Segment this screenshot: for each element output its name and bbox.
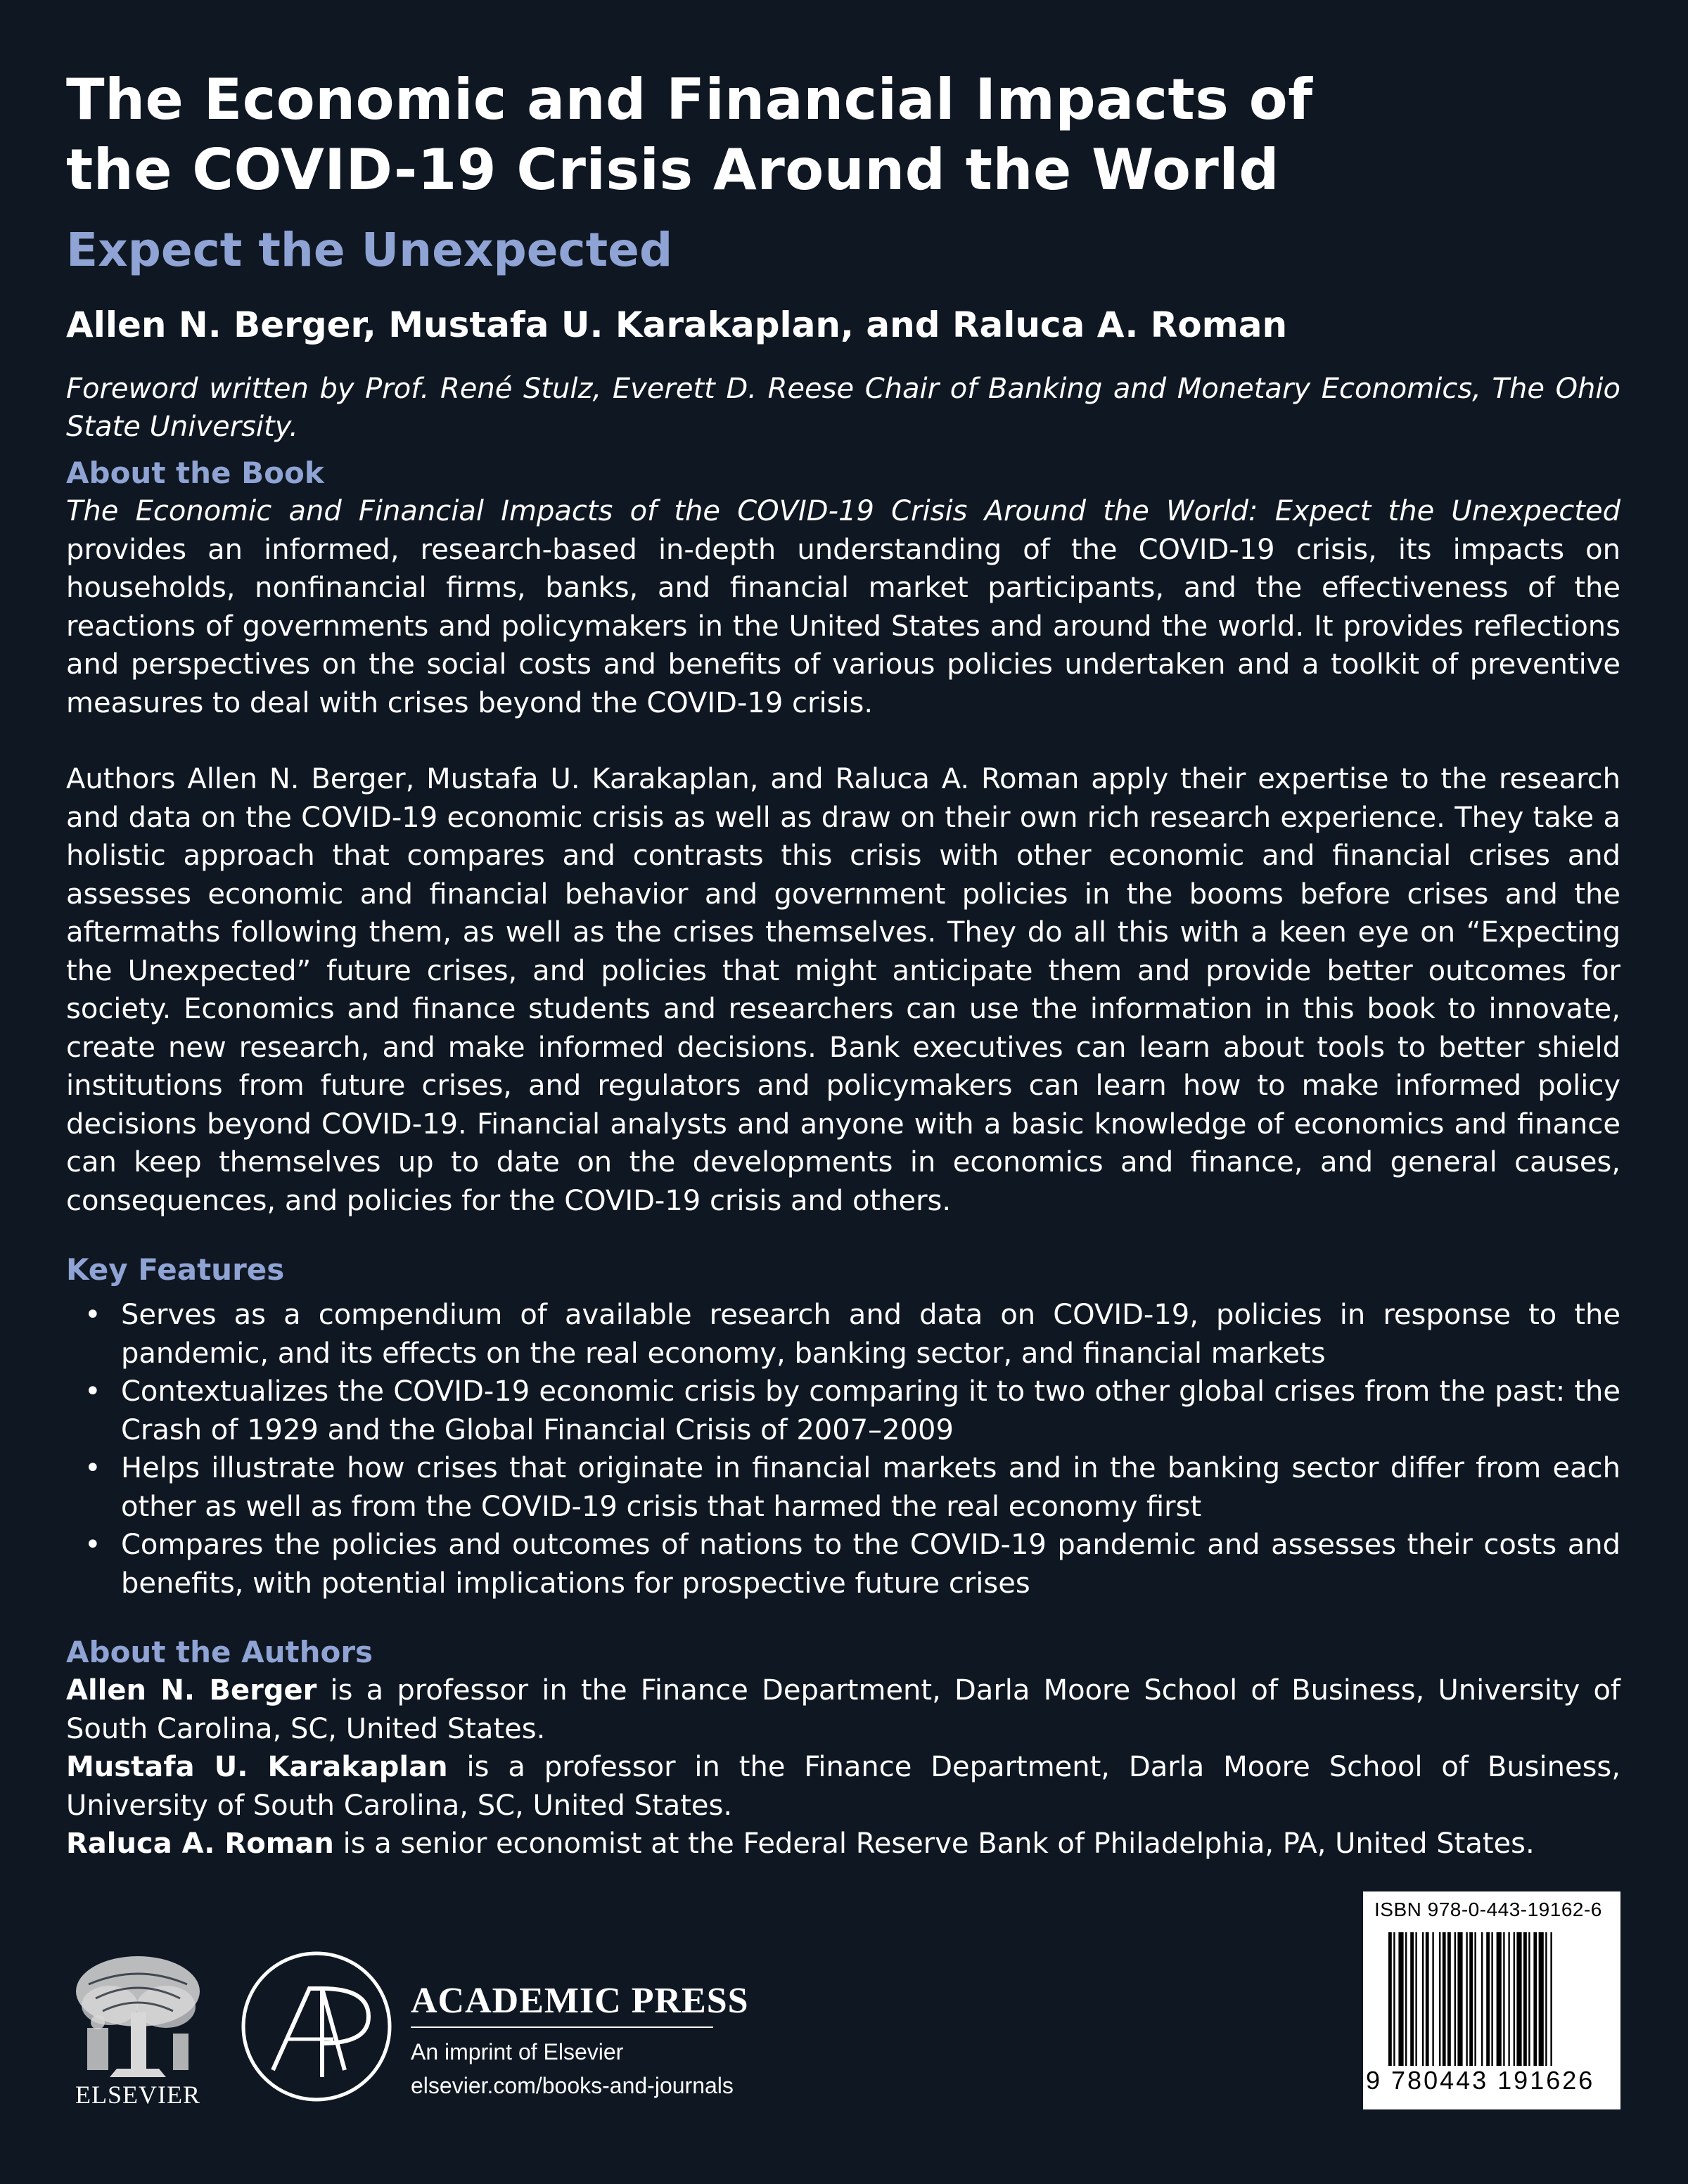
barcode-bar [1393,1932,1395,2070]
foreword-note: Foreword written by Prof. René Stulz, Everett D. Reese Chair of Banking and Monetary Economics, The Ohio State University. [66,373,1620,443]
author-name: Mustafa U. Karakaplan [66,1751,448,1783]
about-authors-heading: About the Authors [66,1635,373,1669]
publisher-divider [411,2026,713,2028]
bullet-icon: • [84,1299,101,1331]
barcode-bar [1508,1932,1509,2070]
publisher-name: ACADEMIC PRESS [411,1981,749,2021]
elsevier-wordmark: ELSEVIER [75,2081,200,2109]
feature-text: Contextualizes the COVID-19 economic crisis by comparing it to two other global crises from the past: the Crash of 1929 and the Global Financial Crisis of 2007–2009 [121,1375,1620,1446]
publisher-url: elsevier.com/books-and-journals [411,2073,734,2098]
list-item [66,1526,1620,1602]
barcode-bar [1481,1932,1483,2070]
book-title-italic: The Economic and Financial Impacts of the COVID-19 Crisis Around the World: Expect the Unexpected [66,495,1620,527]
barcode-bar [1550,1932,1552,2070]
back-cover-content [66,65,1620,1863]
barcode-bar [1439,1932,1440,2070]
publisher-imprint: An imprint of Elsevier [411,2039,624,2064]
author-bio-text: is a professor in the Finance Department, Darla Moore School of Business, University of South Carolina, SC, United States. [66,1751,1620,1822]
author-bio [66,1748,1620,1825]
key-features-heading: Key Features [66,1252,285,1287]
barcode-bar [1443,1932,1446,2070]
barcode-bar [1457,1932,1462,2070]
title-line-1: The Economic and Financial Impacts of [66,67,1313,132]
barcode-bar [1388,1932,1392,2070]
isbn-digits-text: 9 780443 191626 [1366,2066,1595,2095]
book-subtitle: Expect the Unexpected [66,223,673,277]
author-bio [66,1671,1620,1748]
book-title [66,65,1620,205]
key-features-list [66,1296,1620,1602]
about-book-heading: About the Book [66,456,324,490]
about-book-paragraph-1 [66,492,1620,722]
barcode-bar [1466,1932,1467,2070]
author-bio-text: is a senior economist at the Federal Reserve Bank of Philadelphia, PA, United States. [333,1828,1535,1860]
title-line-2: the COVID-19 Crisis Around the World [66,137,1280,203]
isbn-barcode [1363,1891,1620,2109]
authors-line: Allen N. Berger, Mustafa U. Karakaplan, and Raluca A. Roman [66,304,1288,345]
barcode-bar [1447,1932,1451,2070]
barcode-bar [1432,1932,1433,2070]
barcode-bar [1486,1932,1490,2070]
barcode-bar [1415,1932,1417,2070]
bullet-icon: • [84,1375,101,1408]
barcode-bar [1454,1932,1456,2070]
bullet-icon: • [84,1452,101,1484]
barcode-bar [1491,1932,1492,2070]
author-bio-text: is a professor in the Finance Department, Darla Moore School of Business, University of South Carolina, SC, United States. [66,1674,1620,1745]
isbn-digits [1366,2066,1618,2095]
barcode-bar [1422,1932,1424,2070]
barcode-bar [1503,1932,1504,2070]
about-book-paragraph-1-text: provides an informed, research-based in-depth understanding of the COVID-19 crisis, its impacts on households, nonfinancial firms, banks, and financial market participants, and the effectiveness of the reactions of governments and policymakers in the United States and around the world. It provides reflections and perspectives on the social costs and benefits of various policies undertaken and a toolkit of preventive measures to deal with crises beyond the COVID-19 crisis. [66,533,1620,719]
barcode-bar [1514,1932,1515,2070]
isbn-label: ISBN 978-0-443-19162-6 [1374,1899,1602,1920]
author-name: Allen N. Berger [66,1674,317,1707]
barcode-bar [1405,1932,1407,2070]
feature-text: Compares the policies and outcomes of nations to the COVID-19 pandemic and assesses their costs and benefits, with potential implications for prospective future crises [121,1529,1620,1600]
barcode-bar [1523,1932,1527,2070]
barcode-bar [1539,1932,1544,2070]
list-item [66,1373,1620,1449]
author-bio [66,1825,1620,1863]
about-book-paragraph-2: Authors Allen N. Berger, Mustafa U. Karakaplan, and Raluca A. Roman apply their expertise to the research and data on the COVID-19 economic crisis as well as draw on their own rich research experience. They take a holistic approach that compares and contrasts this crisis with other economic and financial crises and assesses economic and financial behavior and government policies in the booms before crises and the aftermaths following them, as well as the crises themselves. They do all this with a keen eye on “Expecting the Unexpected” future crises, and policies that might anticipate them and provide better outcomes for society. Economics and finance students and researchers can use the information in this book to innovate, create new research, and make informed decisions. Bank executives can learn about tools to better shield institutions from future crises, and regulators and policymakers can learn how to make informed policy decisions beyond COVID-19. Financial analysts and anyone with a basic knowledge of economics and finance can keep themselves up to date on the developments in economics and finance, and general causes, consequences, and policies for the COVID-19 crisis and others. [66,763,1620,1217]
barcode-bar [1410,1932,1414,2070]
barcode-bar [1545,1932,1547,2070]
barcode-bar [1474,1932,1476,2070]
barcode-bar [1516,1932,1521,2070]
bullet-icon: • [84,1529,101,1561]
barcode-bars [1388,1932,1608,2070]
feature-text: Helps illustrate how crises that originate in financial markets and in the banking sector differ from each other as well as from the COVID-19 crisis that harmed the real economy first [121,1452,1620,1523]
barcode-bar [1533,1932,1537,2070]
barcode-bar [1469,1932,1473,2070]
barcode-bar [1398,1932,1403,2070]
feature-text: Serves as a compendium of available research and data on COVID-19, policies in response to the pandemic, and its effects on the real economy, banking sector, and financial markets [121,1299,1620,1370]
barcode-bar [1426,1932,1429,2070]
author-name: Raluca A. Roman [66,1828,334,1860]
list-item [66,1449,1620,1526]
barcode-bar [1497,1932,1502,2070]
list-item [66,1296,1620,1373]
academic-press-logo [239,1949,394,2104]
barcode-bar [1528,1932,1530,2070]
